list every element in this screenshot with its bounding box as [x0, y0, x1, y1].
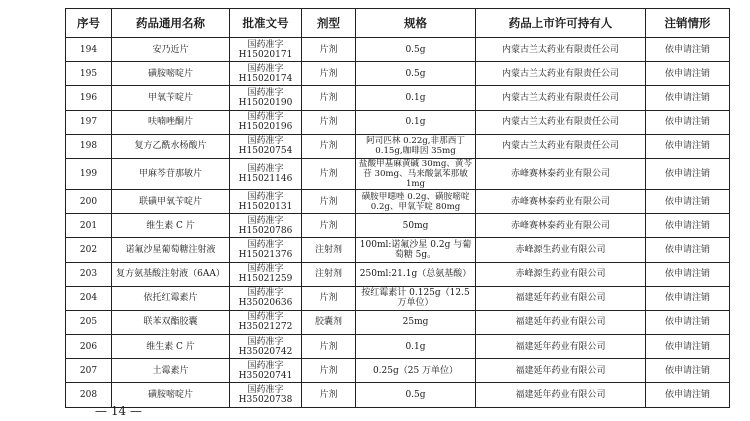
- table-row: [66, 238, 730, 262]
- cell-form: 片剂: [302, 86, 356, 110]
- cell-form: 胶囊剂: [302, 310, 356, 334]
- cell-no: 206: [66, 335, 112, 359]
- approval-prefix: 国药准字: [247, 163, 284, 174]
- approval-code: H15020131: [238, 201, 293, 212]
- cell-name: 土霉素片: [112, 359, 230, 383]
- cell-approval: [230, 262, 302, 286]
- cell-name: 联苯双酯胶囊: [112, 310, 230, 334]
- cell-status: 依申请注销: [646, 134, 730, 158]
- cell-holder: 内蒙古兰太药业有限责任公司: [476, 110, 646, 134]
- approval-code: H35020636: [238, 298, 293, 309]
- cell-name: 依托红霉素片: [112, 286, 230, 310]
- cell-status: 依申请注销: [646, 335, 730, 359]
- table-row: [66, 110, 730, 134]
- cell-form: 片剂: [302, 286, 356, 310]
- cell-spec: 0.25g（25 万单位）: [356, 359, 476, 383]
- approval-code: H15020196: [238, 122, 293, 133]
- approval-code: H15020171: [238, 49, 293, 60]
- table-row: [66, 62, 730, 86]
- cell-name: 甲麻芩苷那敏片: [112, 158, 230, 189]
- approval-prefix: 国药准字: [247, 385, 284, 396]
- cell-form: 注射剂: [302, 238, 356, 262]
- cell-status: 依申请注销: [646, 158, 730, 189]
- cell-holder: 福建延年药业有限公司: [476, 359, 646, 383]
- cell-holder: 内蒙古兰太药业有限责任公司: [476, 62, 646, 86]
- approval-prefix: 国药准字: [247, 288, 284, 299]
- approval-code: H15020754: [238, 146, 293, 157]
- cell-name: 维生素 C 片: [112, 214, 230, 238]
- approval-prefix: 国药准字: [247, 336, 284, 347]
- approval-code: H15020174: [238, 73, 293, 84]
- cell-spec: 0.1g: [356, 335, 476, 359]
- table-header-row: [66, 9, 730, 38]
- cell-status: 依申请注销: [646, 214, 730, 238]
- cell-no: 207: [66, 359, 112, 383]
- approval-prefix: 国药准字: [247, 112, 284, 123]
- approval-code: H15021259: [238, 274, 293, 285]
- approval-code: H15021146: [238, 173, 293, 184]
- table-body: [66, 38, 730, 408]
- cell-no: 205: [66, 310, 112, 334]
- cell-spec: 0.1g: [356, 86, 476, 110]
- cell-form: 注射剂: [302, 262, 356, 286]
- approval-prefix: 国药准字: [247, 312, 284, 323]
- approval-prefix: 国药准字: [247, 39, 284, 50]
- cell-spec: 25mg: [356, 310, 476, 334]
- cell-spec: 盐酸甲基麻黄碱 30mg、黄芩苷 30mg、马来酸氯苯那敏 1mg: [356, 158, 476, 189]
- cell-name: 磺胺嘧啶片: [112, 383, 230, 407]
- cell-holder: 赤峰源生药业有限公司: [476, 238, 646, 262]
- table-row: [66, 383, 730, 407]
- header-form: 剂型: [302, 9, 356, 38]
- cell-status: 依申请注销: [646, 38, 730, 62]
- table-row: [66, 262, 730, 286]
- cell-approval: [230, 359, 302, 383]
- cell-status: 依申请注销: [646, 86, 730, 110]
- cell-holder: 赤峰赛林泰药业有限公司: [476, 189, 646, 213]
- cell-spec: 0.5g: [356, 62, 476, 86]
- table-row: [66, 335, 730, 359]
- cell-name: 复方乙酰水杨酸片: [112, 134, 230, 158]
- cell-form: 片剂: [302, 383, 356, 407]
- cell-spec: 0.5g: [356, 38, 476, 62]
- cell-status: 依申请注销: [646, 262, 730, 286]
- cell-no: 194: [66, 38, 112, 62]
- cell-status: 依申请注销: [646, 189, 730, 213]
- cell-holder: 赤峰赛林泰药业有限公司: [476, 158, 646, 189]
- cell-form: 片剂: [302, 158, 356, 189]
- cell-approval: [230, 214, 302, 238]
- cell-approval: [230, 158, 302, 189]
- cell-approval: [230, 86, 302, 110]
- table-row: [66, 310, 730, 334]
- cell-approval: [230, 286, 302, 310]
- cell-holder: 内蒙古兰太药业有限责任公司: [476, 134, 646, 158]
- approval-prefix: 国药准字: [247, 264, 284, 275]
- cell-form: 片剂: [302, 62, 356, 86]
- table-row: [66, 134, 730, 158]
- cell-status: 依申请注销: [646, 62, 730, 86]
- header-name: 药品通用名称: [112, 9, 230, 38]
- header-status: 注销情形: [646, 9, 730, 38]
- cell-holder: 福建延年药业有限公司: [476, 335, 646, 359]
- cell-no: 199: [66, 158, 112, 189]
- approval-code: H35021272: [238, 322, 293, 333]
- cell-no: 198: [66, 134, 112, 158]
- cell-approval: [230, 62, 302, 86]
- cell-status: 依申请注销: [646, 110, 730, 134]
- cell-approval: [230, 38, 302, 62]
- cell-no: 208: [66, 383, 112, 407]
- cell-no: 201: [66, 214, 112, 238]
- cell-no: 204: [66, 286, 112, 310]
- cell-status: 依申请注销: [646, 383, 730, 407]
- cell-approval: [230, 189, 302, 213]
- cell-no: 197: [66, 110, 112, 134]
- cell-no: 196: [66, 86, 112, 110]
- cell-spec: 按红霉素计 0.125g（12.5 万单位）: [356, 286, 476, 310]
- table-row: [66, 286, 730, 310]
- header-no: 序号: [66, 9, 112, 38]
- page-number: — 14 —: [95, 404, 142, 418]
- cell-approval: [230, 110, 302, 134]
- approval-code: H35020738: [238, 395, 293, 406]
- cell-holder: 赤峰源生药业有限公司: [476, 262, 646, 286]
- approval-prefix: 国药准字: [247, 215, 284, 226]
- cell-form: 片剂: [302, 335, 356, 359]
- table-row: [66, 189, 730, 213]
- header-holder: 药品上市许可持有人: [476, 9, 646, 38]
- cell-holder: 赤峰赛林泰药业有限公司: [476, 214, 646, 238]
- cell-name: 甲氧苄啶片: [112, 86, 230, 110]
- cell-form: 片剂: [302, 110, 356, 134]
- cell-status: 依申请注销: [646, 238, 730, 262]
- cell-holder: 福建延年药业有限公司: [476, 286, 646, 310]
- cell-no: 200: [66, 189, 112, 213]
- approval-prefix: 国药准字: [247, 63, 284, 74]
- cell-holder: 内蒙古兰太药业有限责任公司: [476, 86, 646, 110]
- cell-approval: [230, 134, 302, 158]
- cell-name: 诺氟沙星葡萄糖注射液: [112, 238, 230, 262]
- approval-prefix: 国药准字: [247, 360, 284, 371]
- approval-code: H35020742: [238, 346, 293, 357]
- approval-prefix: 国药准字: [247, 191, 284, 202]
- cell-name: 磺胺嘧啶片: [112, 62, 230, 86]
- cell-no: 203: [66, 262, 112, 286]
- cell-spec: 100ml:诺氟沙星 0.2g 与葡萄糖 5g。: [356, 238, 476, 262]
- cell-status: 依申请注销: [646, 359, 730, 383]
- approval-prefix: 国药准字: [247, 87, 284, 98]
- approval-code: H15020786: [238, 225, 293, 236]
- cell-spec: 0.1g: [356, 110, 476, 134]
- cell-form: 片剂: [302, 134, 356, 158]
- cell-form: 片剂: [302, 214, 356, 238]
- cell-status: 依申请注销: [646, 286, 730, 310]
- cell-approval: [230, 238, 302, 262]
- approval-code: H35020741: [238, 370, 293, 381]
- approval-code: H15021376: [238, 249, 293, 260]
- cell-holder: 福建延年药业有限公司: [476, 310, 646, 334]
- header-spec: 规格: [356, 9, 476, 38]
- cell-spec: 50mg: [356, 214, 476, 238]
- cell-spec: 磺胺甲噁唑 0.2g、磺胺嘧啶 0.2g、甲氧苄啶 80mg: [356, 189, 476, 213]
- cell-form: 片剂: [302, 189, 356, 213]
- cell-name: 维生素 C 片: [112, 335, 230, 359]
- cell-spec: 250ml:21.1g（总氨基酸）: [356, 262, 476, 286]
- cell-holder: 福建延年药业有限公司: [476, 383, 646, 407]
- cell-no: 202: [66, 238, 112, 262]
- cell-spec: 阿司匹林 0.22g,非那西丁 0.15g,咖啡因 35mg: [356, 134, 476, 158]
- cell-name: 安乃近片: [112, 38, 230, 62]
- cell-approval: [230, 335, 302, 359]
- cell-name: 复方氨基酸注射液（6AA）: [112, 262, 230, 286]
- cell-no: 195: [66, 62, 112, 86]
- approval-code: H15020190: [238, 97, 293, 108]
- cell-holder: 内蒙古兰太药业有限责任公司: [476, 38, 646, 62]
- cell-form: 片剂: [302, 359, 356, 383]
- drug-deregistration-table: [65, 8, 730, 408]
- header-approval: 批准文号: [230, 9, 302, 38]
- cell-status: 依申请注销: [646, 310, 730, 334]
- cell-form: 片剂: [302, 38, 356, 62]
- table-row: [66, 158, 730, 189]
- table-row: [66, 359, 730, 383]
- table-row: [66, 214, 730, 238]
- cell-name: 呋喃唑酮片: [112, 110, 230, 134]
- cell-approval: [230, 310, 302, 334]
- cell-spec: 0.5g: [356, 383, 476, 407]
- cell-approval: [230, 383, 302, 407]
- table-row: [66, 38, 730, 62]
- table-row: [66, 86, 730, 110]
- cell-name: 联磺甲氧苄啶片: [112, 189, 230, 213]
- approval-prefix: 国药准字: [247, 239, 284, 250]
- approval-prefix: 国药准字: [247, 136, 284, 147]
